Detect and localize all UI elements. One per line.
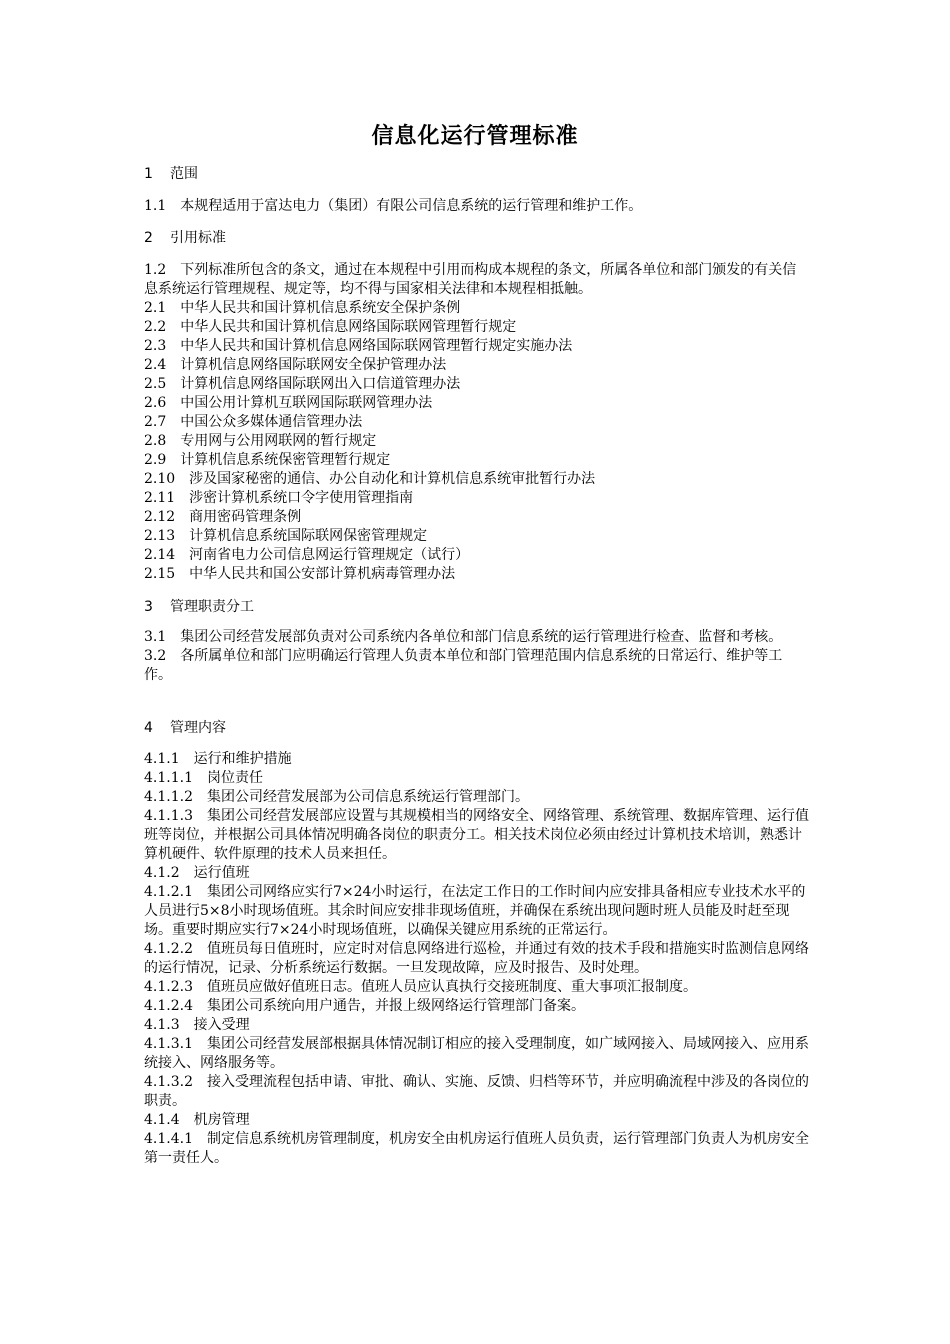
reference-item: 2.4 计算机信息网络国际联网安全保护管理办法: [144, 357, 447, 373]
clause-4-1-1-1: 4.1.1.1 岗位责任: [144, 770, 263, 786]
paragraph-1-1: 1.1 本规程适用于富达电力（集团）有限公司信息系统的运行管理和维护工作。: [144, 198, 643, 214]
section-1-body: [144, 197, 809, 216]
clause-4-1-4-1: 4.1.4.1 制定信息系统机房管理制度，机房安全由机房运行值班人员负责，运行管理部门负责人为机房安全第一责任人。: [144, 1131, 809, 1166]
reference-item: 2.13 计算机信息系统国际联网保密管理规定: [144, 528, 428, 544]
section-2-number: 2: [144, 230, 153, 246]
reference-item: 2.2 中华人民共和国计算机信息网络国际联网管理暂行规定: [144, 319, 517, 335]
section-2-heading: [144, 228, 226, 248]
clause-4-1-3: 4.1.3 接入受理: [144, 1017, 250, 1033]
clause-4-1-2-2: 4.1.2.2 值班员每日值班时，应定时对信息网络进行巡检，并通过有效的技术手段和措施实时监测信息网络的运行情况，记录、分析系统运行数据。一旦发现故障，应及时报告、及时处理。: [144, 941, 809, 976]
paragraph-3-1: 3.1 集团公司经营发展部负责对公司系统内各单位和部门信息系统的运行管理进行检查、监督和考核。: [144, 629, 783, 645]
reference-item: 2.8 专用网与公用网联网的暂行规定: [144, 433, 377, 449]
section-2-title: 引用标准: [170, 230, 226, 246]
clause-4-1-1-2: 4.1.1.2 集团公司经营发展部为公司信息系统运行管理部门。: [144, 789, 529, 805]
reference-item: 2.15 中华人民共和国公安部计算机病毒管理办法: [144, 566, 456, 582]
clause-4-1-2-4: 4.1.2.4 集团公司系统向用户通告，并报上级网络运行管理部门备案。: [144, 998, 585, 1014]
section-3-heading: [144, 597, 254, 617]
document-title: 信息化运行管理标准: [371, 124, 579, 149]
reference-item: 2.9 计算机信息系统保密管理暂行规定: [144, 452, 391, 468]
clause-4-1-2-1: 4.1.2.1 集团公司网络应实行7×24小时运行，在法定工作日的工作时间内应安排具备相应专业技术水平的人员进行5×8小时现场值班。其余时间应安排非现场值班，并确保在系统出现问题时班人员能及时赶至现场。重要时期应实行7×24小时现场值班，以确保关键应用系统的正常运行。: [144, 884, 806, 938]
reference-item: 2.11 涉密计算机系统口令字使用管理指南: [144, 490, 414, 506]
clause-4-1-2-3: 4.1.2.3 值班员应做好值班日志。值班人员应认真执行交接班制度、重大事项汇报制度。: [144, 979, 697, 995]
reference-item: 2.6 中国公用计算机互联网国际联网管理办法: [144, 395, 433, 411]
clause-4-1-3-2: 4.1.3.2 接入受理流程包括申请、审批、确认、实施、反馈、归档等环节，并应明确流程中涉及的各岗位的职责。: [144, 1074, 809, 1109]
reference-item: 2.7 中国公众多媒体通信管理办法: [144, 414, 363, 430]
reference-item: 2.5 计算机信息网络国际联网出入口信道管理办法: [144, 376, 461, 392]
section-4-number: 4: [144, 720, 153, 736]
reference-item: 2.3 中华人民共和国计算机信息网络国际联网管理暂行规定实施办法: [144, 338, 573, 354]
section-4-body: [144, 750, 809, 1168]
section-1-heading: [144, 164, 198, 184]
paragraph-3-2: 3.2 各所属单位和部门应明确运行管理人负责本单位和部门管理范围内信息系统的日常运行、维护等工作。: [144, 648, 783, 683]
reference-item: 2.1 中华人民共和国计算机信息系统安全保护条例: [144, 300, 461, 316]
section-3-title: 管理职责分工: [170, 599, 254, 615]
section-4-title: 管理内容: [170, 720, 226, 736]
paragraph-1-2: 1.2 下列标准所包含的条文，通过在本规程中引用而构成本规程的条文，所属各单位和部门颁发的有关信息系统运行管理规程、规定等，均不得与国家相关法律和本规程相抵触。: [144, 262, 797, 297]
clause-4-1-1: 4.1.1 运行和维护措施: [144, 751, 292, 767]
clause-4-1-3-1: 4.1.3.1 集团公司经营发展部根据具体情况制订相应的接入受理制度，如广域网接入、局域网接入、应用系统接入、网络服务等。: [144, 1036, 809, 1071]
section-1-number: 1: [144, 166, 153, 182]
reference-item: 2.14 河南省电力公司信息网运行管理规定（试行）: [144, 547, 470, 563]
section-4-heading: [144, 718, 226, 738]
section-3-number: 3: [144, 599, 153, 615]
reference-item: 2.12 商用密码管理条例: [144, 509, 302, 525]
section-2-body: [144, 261, 809, 584]
clause-4-1-1-3: 4.1.1.3 集团公司经营发展部应设置与其规模相当的网络安全、网络管理、系统管理、数据库管理、运行值班等岗位，并根据公司具体情况明确各岗位的职责分工。相关技术岗位必须由经过计算机技术培训，熟悉计算机硬件、软件原理的技术人员来担任。: [144, 808, 809, 862]
clause-4-1-4: 4.1.4 机房管理: [144, 1112, 250, 1128]
section-1-title: 范围: [170, 166, 198, 182]
section-3-body: [144, 628, 809, 685]
reference-item: 2.10 涉及国家秘密的通信、办公自动化和计算机信息系统审批暂行办法: [144, 471, 596, 487]
clause-4-1-2: 4.1.2 运行值班: [144, 865, 250, 881]
